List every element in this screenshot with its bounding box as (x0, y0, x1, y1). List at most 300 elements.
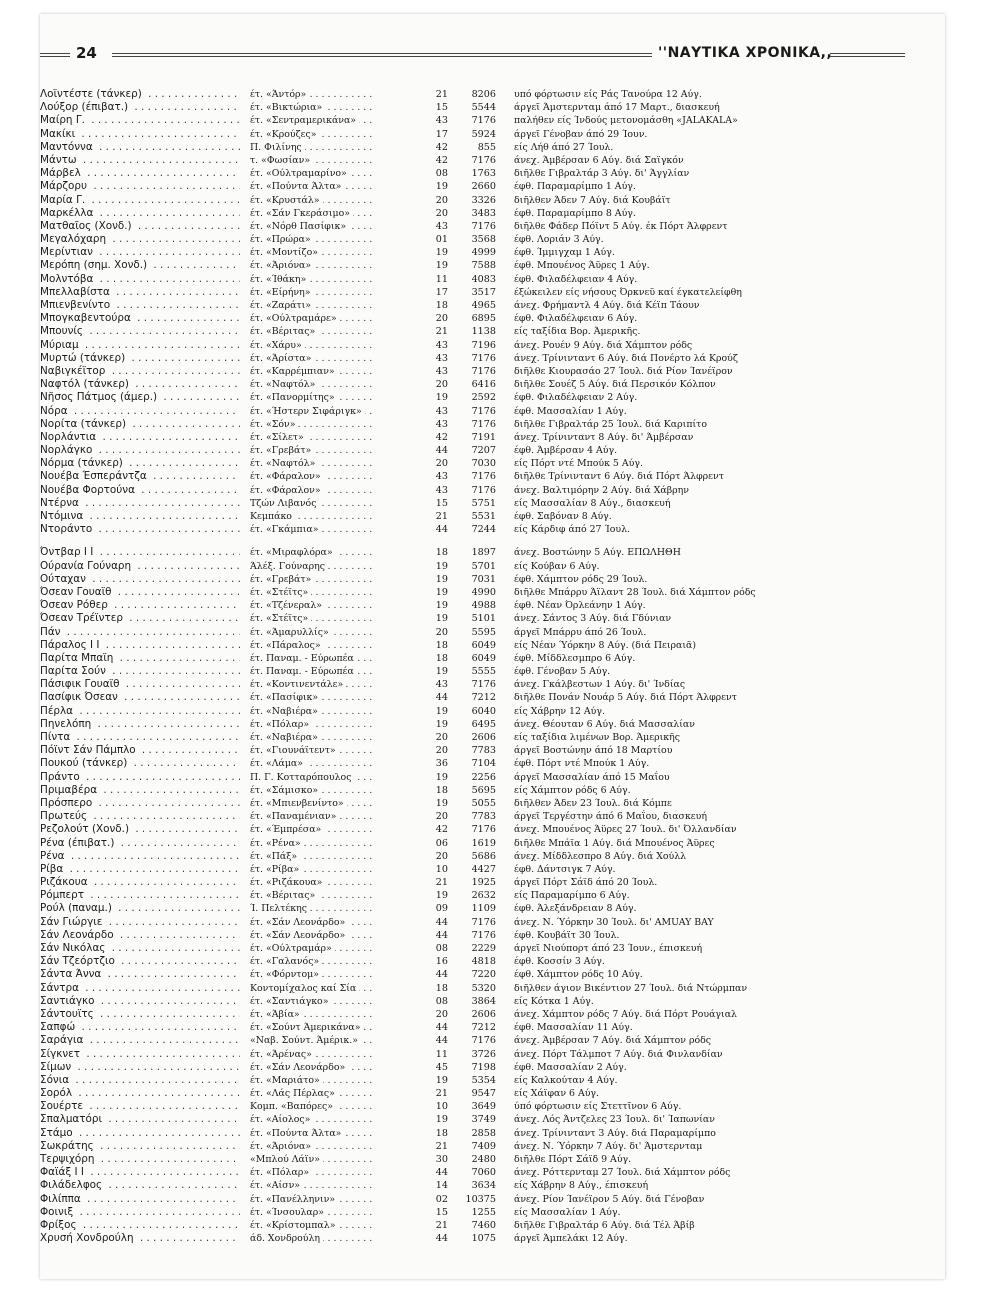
table-row (40, 784, 945, 797)
ship-name (40, 312, 240, 325)
agent-text: έτ. «Μιραφλόρα» (250, 546, 336, 559)
ship-name-text: Σαπφώ (40, 1021, 78, 1033)
flag-code: 20 (435, 626, 448, 638)
position-note: έφθ. Φιλαδέλφειαν 4 Αύγ. (514, 273, 638, 285)
flag-code: 08 (435, 943, 448, 954)
agent-text: έτ. «Ρένα» (250, 837, 304, 850)
table-row (40, 101, 945, 114)
table-row (40, 233, 945, 246)
agent-text: έτ. «Ναβιέρα» (250, 705, 321, 718)
ship-name (40, 1193, 240, 1206)
ship-name (40, 546, 240, 559)
agent (250, 378, 420, 391)
position-note: διῆλθε Κιουρασάο 27 Ίουλ. διά Ρίον Ίανέϊρον (514, 365, 733, 377)
tonnage: 7409 (471, 1140, 496, 1152)
agent (250, 431, 420, 444)
table-row (40, 599, 945, 612)
tonnage: 1109 (471, 903, 496, 915)
tonnage: 2256 (471, 771, 496, 783)
tonnage: 4083 (471, 273, 496, 285)
ship-name-text: Μερίντιαν (40, 246, 96, 258)
agent-text: έτ. «Ούλτραμαρίνο» (250, 167, 350, 180)
position-note: έφθ. Πόρτ ντέ Μπούκ 1 Αύγ. (514, 758, 650, 770)
ship-name (40, 523, 240, 536)
position-note: άνεχ. Πόρτ Τάλμποτ 7 Αύγ. διά Φινλανδίαν (514, 1048, 723, 1060)
ship-name-text: Νορλάντια (40, 431, 99, 443)
ship-name-text: Ματθαῖος (Χονδ.) (40, 220, 135, 232)
table-row (40, 457, 945, 470)
agent (250, 273, 420, 286)
flag-code: 18 (435, 652, 448, 664)
ship-name-text: Ούρανία Γούναρη (40, 560, 134, 572)
position-note: διῆλθε Γιβραλτάρ 6 Αύγ. διά Τέλ Άβίβ (514, 1219, 695, 1231)
ship-name-text: Μπογκαβεντούρα (40, 312, 134, 324)
position-note: έφθ. Ίμμιγχαμ 1 Αύγ. (514, 247, 615, 259)
flag-code: 20 (435, 745, 448, 757)
position-note: έφθ. Παραμαρίμπο 1 Αύγ. (514, 181, 636, 193)
tonnage: 8206 (471, 89, 496, 100)
position-note: είς Κάρδιφ άπό 27 Ίουλ. (514, 524, 631, 536)
flag-code: 18 (435, 300, 448, 311)
tonnage: 7176 (471, 929, 496, 941)
ship-name (40, 259, 240, 272)
flag-code: 21 (435, 877, 448, 889)
table-row (40, 573, 945, 586)
tonnage: 5320 (471, 982, 496, 994)
ship-name-text: Σαράγια (40, 1034, 86, 1046)
table-row (40, 246, 945, 259)
agent (250, 837, 420, 850)
tonnage: 6049 (471, 639, 496, 651)
agent (250, 1061, 420, 1074)
table-row (40, 665, 945, 678)
agent (250, 731, 420, 744)
ship-name-text: Μαρία Γ. (40, 194, 88, 206)
ship-name (40, 457, 240, 470)
ship-name-text: Στάμο (40, 1127, 76, 1139)
table-row (40, 1048, 945, 1061)
tonnage: 5531 (471, 511, 496, 522)
position-note: είς Παραμαρίμπο 6 Αύγ. (514, 890, 630, 902)
ship-name-text: Νουέβα Φορτούνα (40, 484, 138, 496)
tonnage: 6049 (471, 652, 496, 664)
tonnage: 7220 (471, 969, 496, 981)
flag-code: 16 (435, 956, 448, 968)
ship-name (40, 850, 240, 863)
ship-name-text: Σπαλματόρι (40, 1113, 105, 1125)
table-row (40, 955, 945, 968)
ship-name (40, 876, 240, 889)
tonnage: 2606 (471, 1008, 496, 1020)
ship-name (40, 114, 240, 127)
tonnage: 5555 (471, 666, 496, 678)
flag-code: 42 (435, 431, 448, 443)
position-note: άργεῖ Νιούπορτ άπό 23 Ίουν., έπισκευή (514, 943, 703, 954)
position-note: άνεχ. Γκάλβεστων 1 Αύγ. δι' Ίνδίας (514, 679, 686, 691)
flag-code: 19 (435, 890, 448, 902)
agent-text: έτ. «Βέριτας» (250, 889, 318, 902)
ship-name-text: Σίγκνετ (40, 1048, 83, 1060)
flag-code: 18 (435, 639, 448, 651)
agent-text: Τζών Λιβανός (250, 497, 319, 510)
ship-name-text: Όσεαν Τρέϊντερ (40, 612, 126, 624)
table-row (40, 626, 945, 639)
ship-name-text: Μεγαλόχαρη (40, 233, 109, 245)
tonnage: 7196 (471, 339, 496, 351)
ship-name-text: Νόρμα (τάνκερ) (40, 457, 126, 469)
agent-text: έτ. «Έμπρέσα» (250, 823, 324, 836)
ship-name-text: Παρίτα Σούν (40, 665, 109, 677)
agent (250, 942, 420, 955)
tonnage: 7176 (471, 115, 496, 127)
position-note: έφθ. Φιλαδέλφειαν 2 Αύγ. (514, 392, 638, 404)
flag-code: 15 (435, 1206, 448, 1218)
ship-name (40, 955, 240, 968)
flag-code: 20 (435, 732, 448, 743)
agent (250, 955, 420, 968)
ship-name-text: Ναφτόλ (τάνκερ) (40, 378, 132, 390)
position-note: έφθ. Νέαν Όρλεάνην 1 Αύγ. (514, 600, 646, 612)
flag-code: 20 (435, 194, 448, 206)
ship-name-text: Φιλίππα (40, 1193, 84, 1205)
table-row (40, 194, 945, 207)
position-note: άνεχ. Μίδδλεσπρο 8 Αύγ. διά Χούλλ (514, 850, 687, 862)
tonnage: 3634 (471, 1180, 496, 1192)
table-row (40, 167, 945, 180)
tonnage: 5701 (471, 560, 496, 572)
tonnage: 7176 (471, 154, 496, 166)
tonnage: 7176 (471, 471, 496, 483)
agent (250, 744, 420, 757)
header-rule-middle (112, 53, 652, 57)
agent (250, 850, 420, 863)
ship-name (40, 470, 240, 483)
flag-code: 42 (435, 141, 448, 153)
page-number: 24 (76, 44, 97, 62)
ship-name (40, 560, 240, 573)
position-note: έφθ. Άλεξάνδρειαν 8 Αύγ. (514, 903, 637, 915)
flag-code: 01 (435, 234, 448, 246)
position-note: άνεχ. Ρόττερνταμ 27 Ίουλ. διά Χάμπτον ρόδς (514, 1167, 731, 1179)
position-note: διῆλθε Σουέζ 5 Αύγ. διά Περσικόν Κόλπον (514, 379, 716, 391)
table-row (40, 810, 945, 823)
table-row (40, 612, 945, 625)
ship-name (40, 757, 240, 770)
ship-name (40, 995, 240, 1008)
flag-code: 15 (435, 102, 448, 114)
agent (250, 365, 420, 378)
table-row (40, 889, 945, 902)
agent-text: έτ. «Φάραλον» (250, 470, 324, 483)
position-note: έφθ. Μασσαλίαν 1 Αύγ. (514, 405, 627, 417)
ship-name (40, 744, 240, 757)
ship-name (40, 273, 240, 286)
ship-name-text: Σαντιάγκο (40, 995, 97, 1007)
flag-code: 10 (435, 1101, 448, 1113)
agent-text: έτ. «Στέϊτς» (250, 586, 311, 599)
tonnage: 1075 (471, 1233, 496, 1245)
agent (250, 1113, 420, 1126)
ship-name-text: Σάντα Άννα (40, 968, 104, 980)
agent-text: έτ. «Γιουνάϊτεντ» (250, 744, 339, 757)
ship-name-text: Σόνια (40, 1074, 72, 1086)
table-row (40, 797, 945, 810)
ship-name (40, 1206, 240, 1219)
agent (250, 1232, 420, 1245)
ship-name (40, 141, 240, 154)
ship-name-text: Μαντόννα (40, 141, 96, 153)
agent-text: έτ. «Σόν» (250, 418, 298, 431)
tonnage: 1255 (471, 1206, 496, 1218)
flag-code: 14 (435, 1180, 448, 1192)
agent-text: έτ. «Λάμα» (250, 757, 306, 770)
tonnage: 4818 (471, 956, 496, 968)
flag-code: 11 (435, 1048, 448, 1060)
ship-name (40, 678, 240, 691)
table-row (40, 929, 945, 942)
ship-name-text: Χρυσή Χονδρούλη (40, 1232, 137, 1244)
agent (250, 1140, 420, 1153)
ship-name (40, 1153, 240, 1166)
flag-code: 19 (435, 573, 448, 585)
agent-text: έτ. «Σεντραμερικάνα» (250, 114, 359, 127)
tonnage: 1138 (471, 326, 496, 338)
position-note: άργεῖ Άμπελάκι 12 Αύγ. (514, 1233, 628, 1245)
ship-name (40, 444, 240, 457)
ship-name-text: Πόϊντ Σάν Πάμπλο (40, 744, 139, 756)
position-note: διῆλθε Μπάρρυ Άϊλαντ 28 Ίουλ. διά Χάμπτον ρόδς (514, 586, 756, 598)
table-row (40, 1021, 945, 1034)
tonnage: 4988 (471, 600, 496, 612)
ship-name-text: Ρίβα (40, 863, 66, 875)
ship-name-text: Σωκράτης (40, 1140, 97, 1152)
position-note: είς Χάβρην 8 Αύγ., έπισκευή (514, 1180, 649, 1192)
tonnage: 7212 (471, 1022, 496, 1034)
agent-text: έτ. «Τζένεραλ» (250, 599, 325, 612)
agent (250, 1021, 420, 1034)
position-note: άνεχ. Άμβέρσαν 6 Αύγ. διά Σαϊγκόν (514, 154, 684, 166)
ship-name-text: Νουέβα Έσπεράντζα (40, 470, 150, 482)
position-note: έφθ. Κοσσίν 3 Αύγ. (514, 956, 605, 968)
agent-text: έτ. «Βέριτας» (250, 325, 318, 338)
position-note: άργεῖ Βοστώνην άπό 18 Μαρτίου (514, 745, 673, 757)
ship-name-text: Φρίξος (40, 1219, 80, 1231)
position-note: είς ταξίδια λιμένων Βορ. Άμερικῆς (514, 732, 680, 743)
tonnage: 7176 (471, 405, 496, 417)
tonnage: 2229 (471, 943, 496, 954)
ship-name-text: Σάντρα (40, 982, 82, 994)
ship-name (40, 784, 240, 797)
agent (250, 546, 420, 559)
tonnage: 7176 (471, 1035, 496, 1047)
table-row (40, 1008, 945, 1021)
flag-code: 19 (435, 1114, 448, 1126)
ship-name-text: Φοινιξ (40, 1206, 76, 1218)
tonnage: 7060 (471, 1167, 496, 1179)
agent (250, 876, 420, 889)
table-row (40, 942, 945, 955)
agent (250, 652, 420, 665)
agent-text: έτ. «Πρώρα» (250, 233, 314, 246)
ship-name-text: Όντβαρ Ι Ι (40, 546, 96, 558)
ship-name (40, 942, 240, 955)
table-row (40, 431, 945, 444)
ship-name-text: Σάν Νικόλας (40, 942, 108, 954)
position-note: παλήθεν είς Ίνδούς μετονομάσθη «JALAKALA» (514, 115, 738, 127)
table-row (40, 444, 945, 457)
table-row (40, 546, 945, 559)
tonnage: 7212 (471, 692, 496, 704)
agent-text: έτ. «Πάξ» (250, 850, 300, 863)
flag-code: 43 (435, 339, 448, 351)
ship-name-text: Μολντόβα (40, 273, 96, 285)
tonnage: 3726 (471, 1048, 496, 1060)
flag-code: 43 (435, 115, 448, 127)
table-row (40, 405, 945, 418)
agent (250, 352, 420, 365)
flag-code: 19 (435, 1074, 448, 1086)
ship-name (40, 405, 240, 418)
agent (250, 691, 420, 704)
table-row (40, 1206, 945, 1219)
flag-code: 43 (435, 679, 448, 691)
tonnage: 4965 (471, 300, 496, 311)
flag-code: 20 (435, 313, 448, 325)
flag-code: 21 (435, 1088, 448, 1100)
ship-name-text: Πάν (40, 626, 63, 638)
flag-code: 20 (435, 458, 448, 470)
table-row (40, 995, 945, 1008)
position-note: διῆλθε Γιβραλτάρ 25 Ίουλ. διά Καριπίτο (514, 418, 707, 430)
agent-text: έτ. «Σάν Λεονάρδο» (250, 929, 348, 942)
tonnage: 7176 (471, 916, 496, 928)
ship-name-text: Μάντω (40, 154, 80, 166)
ship-name-text: Πριμαβέρα (40, 784, 100, 796)
flag-code: 20 (435, 811, 448, 823)
agent-text: έτ. «Στέϊτς» (250, 612, 311, 625)
flag-code: 44 (435, 524, 448, 536)
flag-code: 17 (435, 286, 448, 298)
flag-code: 18 (435, 982, 448, 994)
agent-text: έτ. «Ίθάκη» (250, 273, 309, 286)
ship-name (40, 1061, 240, 1074)
position-note: άνεχ. Τρίνινταντ 3 Αύγ. διά Παραμαρίμπο (514, 1127, 716, 1139)
position-note: είς Κούβαν 6 Αύγ. (514, 560, 600, 572)
ship-name (40, 352, 240, 365)
agent (250, 194, 420, 207)
tonnage: 7244 (471, 524, 496, 536)
ship-name (40, 691, 240, 704)
tonnage: 3864 (471, 995, 496, 1007)
position-note: έφθ. Σαβόναν 8 Αύγ. (514, 511, 612, 522)
ship-name (40, 1179, 240, 1192)
position-note: έφθ. Μίδδλεσμπρο 6 Αύγ. (514, 652, 636, 664)
flag-code: 20 (435, 850, 448, 862)
agent-text: έτ. Παναμ. - Εύρωπέα (250, 652, 357, 665)
agent-text: Ί. Πελτέκης (250, 902, 310, 915)
position-note: άνεχ. Μπουένος Άϋρες 27 Ίουλ. δι' Όλλανδίαν (514, 824, 737, 836)
agent-text: τ. «Φωσίαν» (250, 154, 313, 167)
ship-name (40, 154, 240, 167)
agent-text: έτ. «Άριόνα» (250, 259, 314, 272)
ship-name (40, 665, 240, 678)
position-note: είς Μασσαλίαν 8 Αύγ., διασκευή (514, 497, 671, 509)
ship-listing (40, 88, 945, 1245)
position-note: άνεχ. Τρίνινταντ 6 Αύγ. διά Πονέρτο λά Κρούζ (514, 352, 738, 364)
table-row (40, 378, 945, 391)
ship-name-text: Νορλάγκο (40, 444, 95, 456)
ship-name (40, 391, 240, 404)
flag-code: 44 (435, 1167, 448, 1179)
flag-code: 45 (435, 1061, 448, 1073)
position-note: ύπό φόρτωσιν είς Στεττῖνον 6 Αύγ. (514, 1101, 682, 1113)
agent (250, 418, 420, 431)
ship-name (40, 1140, 240, 1153)
flag-code: 36 (435, 758, 448, 770)
tonnage: 7176 (471, 220, 496, 232)
agent (250, 391, 420, 404)
ship-name-text: Μπιενβενίντο (40, 299, 113, 311)
ship-name-text: Ναβιγκέϊτορ (40, 365, 108, 377)
flag-code: 19 (435, 586, 448, 598)
table-row (40, 352, 945, 365)
table-row (40, 180, 945, 193)
table-row (40, 982, 945, 995)
agent-text: έτ. «Άρένας» (250, 1048, 315, 1061)
table-row (40, 470, 945, 483)
agent-text: έτ. «Μπιενβενίντο» (250, 797, 347, 810)
position-note: έφθ. Χάμπτον ρόδς 29 Ίουλ. (514, 573, 648, 585)
tonnage: 855 (477, 141, 496, 153)
position-note: διῆλθε Πονάν Νουάρ 5 Αύγ. διά Πόρτ Άλφρεντ (514, 692, 737, 704)
tonnage: 6895 (471, 313, 496, 325)
flag-code: 42 (435, 154, 448, 166)
flag-code: 19 (435, 560, 448, 572)
position-note: είς Κότκα 1 Αύγ. (514, 995, 594, 1007)
ship-name-text: Σάν Τζεόρτζιο (40, 955, 118, 967)
position-note: άργεῖ Τεργέστην άπό 6 Μαΐου, διασκευή (514, 811, 707, 823)
tonnage: 2660 (471, 181, 496, 193)
position-note: είς Χάβρην 12 Αύγ. (514, 705, 605, 717)
table-row (40, 1127, 945, 1140)
table-row (40, 1140, 945, 1153)
table-row (40, 1193, 945, 1206)
position-note: έφθ. Μασσαλίαν 2 Αύγ. (514, 1061, 627, 1073)
position-note: άργεῖ Μασσαλίαν άπό 15 Μαΐου (514, 771, 670, 783)
ship-name-text: Πάσιφικ Γουαϊθ (40, 678, 122, 690)
tonnage: 1925 (471, 877, 496, 889)
flag-code: 08 (435, 995, 448, 1007)
ship-name-text: Παρίτα Μπαϊη (40, 652, 116, 664)
agent (250, 810, 420, 823)
agent (250, 797, 420, 810)
agent (250, 560, 420, 573)
agent-text: έτ. «Σίλετ» (250, 431, 307, 444)
table-row (40, 1219, 945, 1232)
agent-text: έτ. «Ίνσουλαρ» (250, 1206, 327, 1219)
tonnage: 7191 (471, 431, 496, 443)
ship-name (40, 128, 240, 141)
tonnage: 4999 (471, 247, 496, 259)
ship-name (40, 797, 240, 810)
flag-code: 18 (435, 784, 448, 796)
ship-name (40, 418, 240, 431)
position-note: υπό φόρτωσιν είς Ράς Τανούρα 12 Αύγ. (514, 89, 702, 100)
ship-name-text: Ρένα (έπιβατ.) (40, 837, 117, 849)
ship-name-text: Λοϊντέστε (τάνκερ) (40, 88, 145, 100)
agent-text: έτ. «Μοντίζο» (250, 246, 321, 259)
position-note: είς Λήθ άπό 27 Ίουλ. (514, 141, 614, 153)
